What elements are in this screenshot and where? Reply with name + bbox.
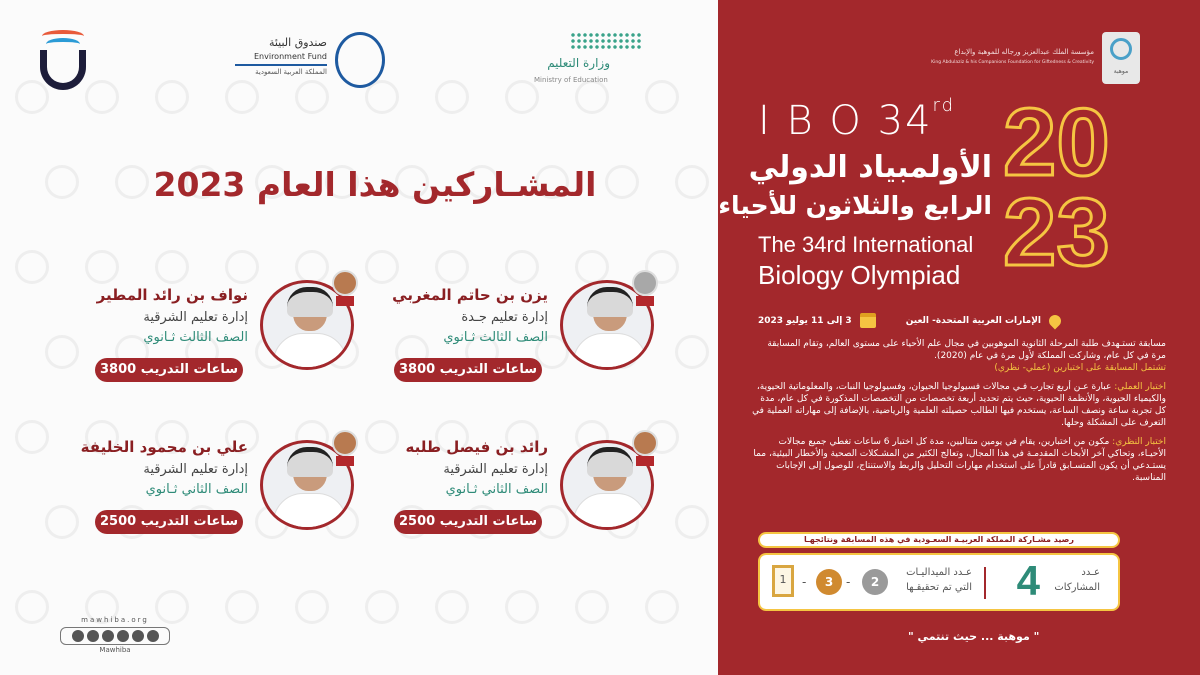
description-practical: اختبار العملي: عبارة عـن أربع تجارب فـي مجالات فسيولوجيا الحيوان، وفسيولوجيا النبات، والمعلوماتية الحيوية، والكيمياء الحيوية، والأنظمة الحيوية، حيث يتم تحديد أربعة تخصصات من التخصصات المذكورة في كل عام، مدة كل تجربة ساعة ونصف الساعة، يستخدم فيها الطالب حصيلته العلمية والرياضية، بالإضافة إلى مهاراته العملية في التعرف على المشكلة وحلها. xyxy=(752,382,1166,428)
event-panel xyxy=(718,0,1200,675)
training-hours-badge: ساعات التدريب 3800 xyxy=(394,358,542,382)
background-science-icon xyxy=(15,590,49,624)
bronze-medal-icon xyxy=(332,430,358,456)
participant-name: رائد بن فيصل طلبه xyxy=(405,438,548,456)
location-pin-icon xyxy=(1047,312,1064,329)
background-science-icon xyxy=(575,590,609,624)
website-link[interactable]: mawhiba.org xyxy=(81,616,149,624)
environment-fund-logo xyxy=(230,32,385,92)
description-theory: اختبار النظري: مكون من اختبارين، يقام في يومين متتاليين، مدة كل اختبار 6 ساعات تغطي جميع مجالات الأحيـاء، وتحاكي آخر الأبحاث المقدمـة في هذا المجال، وتعالج الكثير من المشـكلات الصحية والأخطار البيئية، مما يستـدعي أن يكون المتسـابق قادراً على استخدام مهارات التحليل والربط والاستنتاج، للوصول إلى الإجابات المناسبة. xyxy=(753,437,1166,483)
year-2023: 20 23 xyxy=(1003,89,1110,286)
mawhiba-name-ar: مؤسسة الملك عبدالعزيز ورجاله للموهبة والإبداع xyxy=(954,48,1094,56)
event-location: الإمارات العربية المتحدة- العين xyxy=(905,315,1042,326)
mawhiba-name-en: King Abdulaziz & his Companions Foundation for Giftedness & Creativity xyxy=(931,60,1094,65)
env-fund-name-ar: صندوق البيئة xyxy=(268,36,327,49)
twitter-icon[interactable] xyxy=(147,630,159,642)
background-science-icon xyxy=(85,80,119,114)
description xyxy=(752,338,1166,528)
participant-name: علي بن محمود الخليفة xyxy=(80,438,248,456)
background-science-icon xyxy=(45,505,79,539)
event-title-ar-1: الأولمبياد الدولي xyxy=(748,150,992,185)
background-science-icon xyxy=(675,505,709,539)
participants-label: عـدد المشاركات xyxy=(1054,567,1100,593)
background-science-icon xyxy=(155,80,189,114)
snapchat-icon[interactable] xyxy=(87,630,99,642)
ministry-name-en: Ministry of Education xyxy=(534,76,608,84)
training-hours-badge: ساعات التدريب 2500 xyxy=(394,510,542,534)
background-science-icon xyxy=(365,590,399,624)
background-science-icon xyxy=(505,250,539,284)
participant-grade: الصف الثاني ثـانوي xyxy=(145,482,248,497)
participants-count: 4 xyxy=(1016,557,1040,604)
background-science-icon xyxy=(225,590,259,624)
instagram-icon[interactable] xyxy=(102,630,114,642)
participant-grade: الصف الثالث ثـانوي xyxy=(143,330,248,345)
training-hours-badge: ساعات التدريب 2500 xyxy=(95,510,243,534)
certificate-icon: 1 xyxy=(772,565,794,597)
participant-grade: الصف الثاني ثـانوي xyxy=(445,482,548,497)
participant-name: نواف بن رائد المطير xyxy=(96,286,248,304)
participant-department: إدارة تعليم الشرقية xyxy=(143,462,248,477)
slogan: " موهبة ... حيث تنتمي " xyxy=(908,630,1040,643)
participant-department: إدارة تعليم الشرقية xyxy=(443,462,548,477)
background-science-icon xyxy=(155,250,189,284)
background-science-icon xyxy=(15,420,49,454)
background-science-icon xyxy=(225,250,259,284)
results-box: عـدد المشاركات 4 عـدد الميداليـات التي تم تحقيقـها 2 - 3 - 1 xyxy=(758,553,1120,611)
silver-medal-icon xyxy=(632,270,658,296)
results-banner: رصيد مشـاركة المملكة العربيـة السعـودية في هذه المسابقة ونتائجهـا xyxy=(758,532,1120,548)
background-science-icon xyxy=(575,250,609,284)
event-info-row xyxy=(758,313,1158,328)
background-science-icon xyxy=(15,250,49,284)
bronze-medal-icon xyxy=(632,430,658,456)
event-date: 3 إلى 11 يوليو 2023 xyxy=(758,315,852,326)
participant-department: إدارة تعليم جـدة xyxy=(461,310,548,325)
page-title: المشـاركين هذا العام 2023 xyxy=(153,165,597,204)
background-science-icon xyxy=(85,250,119,284)
social-footer xyxy=(60,616,170,656)
env-fund-sub: المملكة العربية السعودية xyxy=(255,68,327,76)
mawhiba-logo xyxy=(1102,32,1140,84)
event-title-en-2: Biology Olympiad xyxy=(758,260,961,290)
ministry-of-education-logo xyxy=(530,30,650,90)
social-handle: Mawhiba xyxy=(99,646,131,654)
env-fund-name-en: Environment Fund xyxy=(253,52,327,61)
linkedin-icon[interactable] xyxy=(72,630,84,642)
ibo-title: I B O 34rd xyxy=(758,95,956,144)
calendar-icon xyxy=(860,313,876,328)
ministry-name-ar: وزارة التعليم xyxy=(547,56,610,70)
participant-department: إدارة تعليم الشرقية xyxy=(143,310,248,325)
background-science-icon xyxy=(365,250,399,284)
background-science-icon xyxy=(295,590,329,624)
silver-medal-icon: 2 xyxy=(862,569,888,595)
background-science-icon xyxy=(505,590,539,624)
background-science-icon xyxy=(645,590,679,624)
event-title-en-1: The 34rd International xyxy=(758,232,974,257)
training-hours-badge: ساعات التدريب 3800 xyxy=(95,358,243,382)
background-science-icon xyxy=(675,335,709,369)
facebook-icon[interactable] xyxy=(132,630,144,642)
participant-name: يزن بن حاتم المغربي xyxy=(392,286,548,304)
background-science-icon xyxy=(435,590,469,624)
background-science-icon xyxy=(295,250,329,284)
background-science-icon xyxy=(435,80,469,114)
bronze-medal-icon: 3 xyxy=(816,569,842,595)
description-intro: مسابقة تستـهدف طلبة المرحلة الثانوية الموهوبين في مجال علم الأحياء على مستوى العالم، وتقام المسابقة مرة في كل عام، وشاركت المملكة لأول مرة في عام (2020). تشتمل المسابقة على اختبارين (عملي- نظري) xyxy=(767,339,1166,373)
youtube-icon[interactable] xyxy=(117,630,129,642)
participant-grade: الصف الثالث ثـانوي xyxy=(443,330,548,345)
background-science-icon xyxy=(645,80,679,114)
medals-label: عـدد الميداليـات التي تم تحقيقـها xyxy=(906,567,972,593)
ibo-logo xyxy=(38,30,88,90)
bronze-medal-icon xyxy=(332,270,358,296)
background-science-icon xyxy=(435,250,469,284)
event-title-ar-2: الرابع والثلاثون للأحياء xyxy=(718,191,992,220)
mawhiba-badge-text: موهبة xyxy=(1113,68,1129,75)
